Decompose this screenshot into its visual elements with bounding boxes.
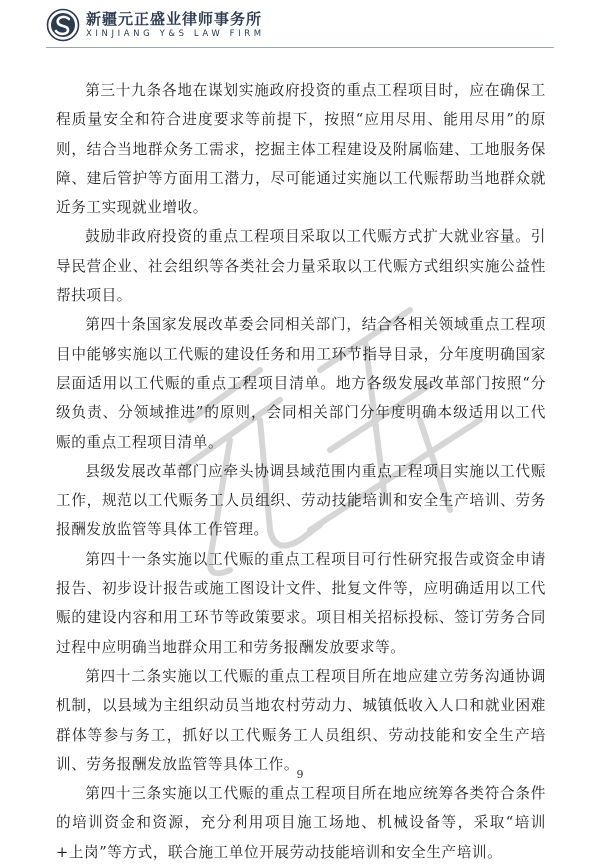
firm-logo-icon	[46, 8, 80, 42]
header-divider	[46, 47, 554, 48]
paragraph: 第四十三条实施以工代赈的重点工程项目所在地应统筹各类符合条件的培训资金和资源，充分利用项目施工场地、机械设备等，采取“培训+上岗”等方式，联合施工单位开展劳动技能培训和安全生产培训。	[56, 785, 546, 861]
letterhead	[46, 6, 265, 44]
paragraph: 第四十条国家发展改革委会同相关部门，结合各相关领域重点工程项目中能够实施以工代赈的建设任务和用工环节指导目录，分年度明确国家层面适用以工代赈的重点工程项目清单。地方各级发展改革部门按照“分级负责、分领域推进”的原则，会同相关部门分年度明确本级适用以工代赈的重点工程项目清单。	[56, 316, 546, 451]
paragraph: 县级发展改革部门应牵头协调县域范围内重点工程项目实施以工代赈工作，规范以工代赈务工人员组织、劳动技能培训和安全生产培训、劳务报酬发放监管等具体工作管理。	[56, 462, 546, 539]
paragraph: 第四十二条实施以工代赈的重点工程项目所在地应建立劳务沟通协调机制，以县域为主组织动员当地农村劳动力、城镇低收入人口和就业困难群体等参与务工，抓好以工代赈务工人员组织、劳动技能和安全生产培训、劳务报酬发放监管等具体工作。	[56, 667, 546, 773]
document-body	[56, 76, 546, 867]
paragraph: 第三十九条各地在谋划实施政府投资的重点工程项目时，应在确保工程质量安全和符合进度要求等前提下，按照“应用尽用、能用尽用”的原则，结合当地群众务工需求，挖掘主体工程建设及附属临建、工地服务保障、建后管护等方面用工潜力，尽可能通过实施以工代赈帮助当地群众就近务工实现就业增收。	[56, 82, 546, 217]
paragraph: 第四十一条实施以工代赈的重点工程项目可行性研究报告或资金申请报告、初步设计报告或施工图设计文件、批复文件等，应明确适用以工代赈的建设内容和用工环节等政策要求。项目相关招标投标、签订劳务合同过程中应明确当地群众用工和劳务报酬发放要求等。	[56, 550, 546, 656]
firm-name-en: XINJIANG Y&S LAW FIRM	[86, 28, 265, 39]
page-number: 9	[296, 768, 304, 781]
firm-name-cn: 新疆元正盛业律师事务所	[86, 9, 263, 28]
paragraph: 鼓励非政府投资的重点工程项目采取以工代赈方式扩大就业容量。引导民营企业、社会组织等各类社会力量采取以工代赈方式组织实施公益性帮扶项目。	[56, 228, 546, 305]
